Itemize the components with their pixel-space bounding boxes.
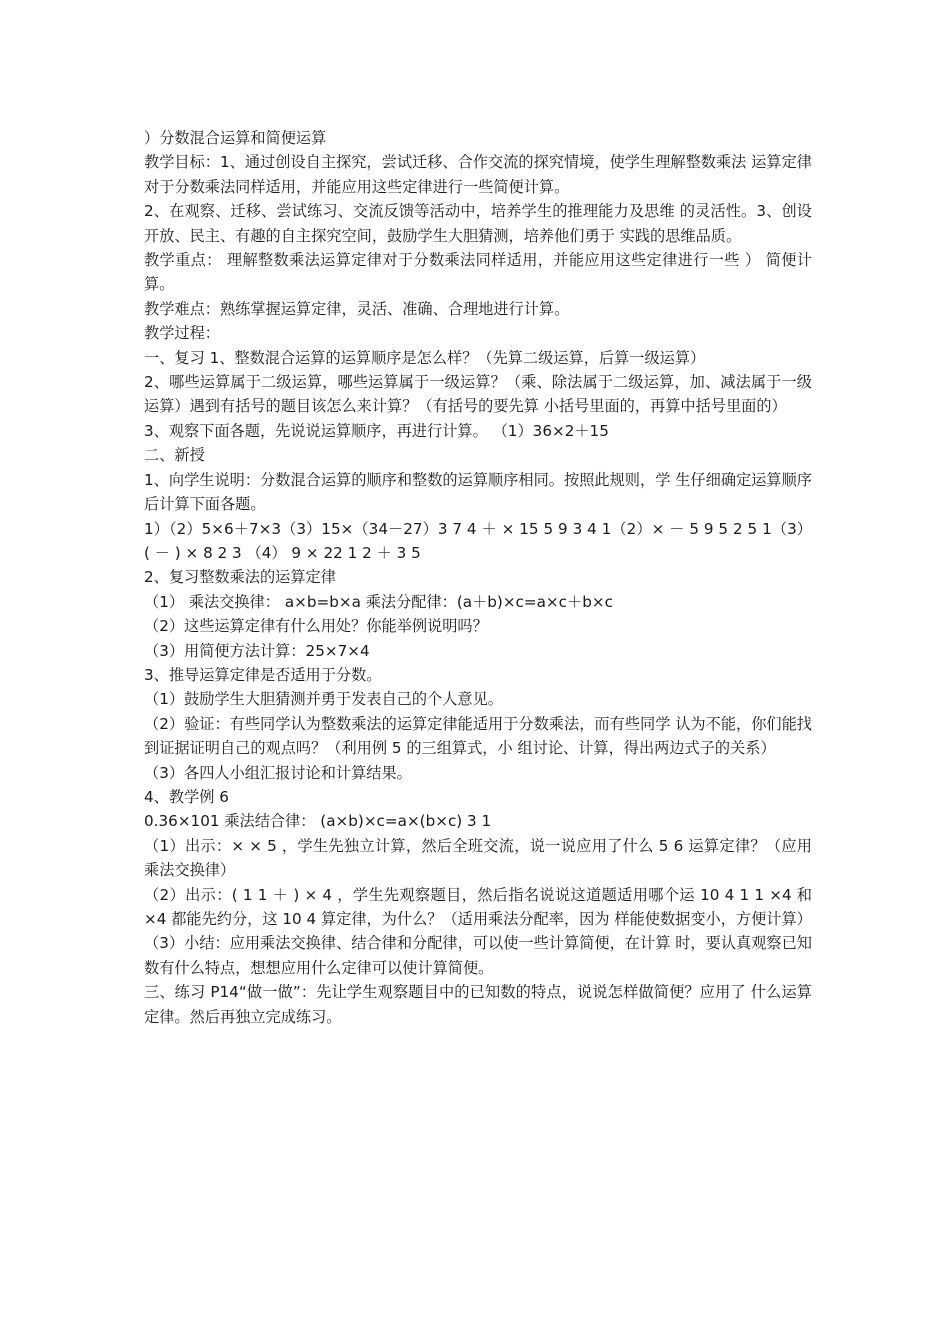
paragraph-review-laws: 2、复习整数乘法的运算定律 xyxy=(144,568,336,587)
document-title: ）分数混合运算和简便运算 xyxy=(144,129,327,147)
paragraph-laws-2: （2）这些运算定律有什么用处？你能举例说明吗？ xyxy=(144,617,488,636)
paragraph-review-3: 3、观察下面各题，先说说运算顺序，再进行计算。 （1）36×2＋15 xyxy=(144,421,609,440)
paragraph-derive-3: （3）各四人小组汇报讨论和计算结果。 xyxy=(144,763,412,782)
document-body xyxy=(144,126,812,1029)
paragraph-review-2: 2、哪些运算属于二级运算，哪些运算属于一级运算？（乘、除法属于二级运算，加、减法属于一级运算）遇到有括号的题目该怎么来计算？（有括号的要先算 小括号里面的，再算中括号里面的） xyxy=(144,373,812,416)
paragraph-practice: 三、练习 P14“做一做”：先让学生观察题目中的已知数的特点，说说怎样做简便？应用了 什么运算定律。然后再独立完成练习。 xyxy=(144,983,812,1026)
paragraph-teaching-goal-1: 教学目标：1、通过创设自主探究，尝试迁移、合作交流的探究情境，使学生理解整数乘法 运算定律对于分数乘法同样适用，并能应用这些定律进行一些简便计算。 xyxy=(144,153,812,196)
paragraph-laws-1: （1） 乘法交换律： a×b=b×a 乘法分配律：(a＋b)×c=a×c＋b×c xyxy=(144,592,613,611)
paragraph-derive-2: （2）验证：有些同学认为整数乘法的运算定律能适用于分数乘法，而有些同学 认为不能，你们能找到证据证明自己的观点吗？（利用例 5 的三组算式，小 组讨论、计算，得出两边式子的关系） xyxy=(144,714,812,758)
paragraph-teaching-difficulty: 教学难点：熟练掌握运算定律，灵活、准确、合理地进行计算。 xyxy=(144,299,570,318)
paragraph-derive-1: （1）鼓励学生大胆猜测并勇于发表自己的个人意见。 xyxy=(144,690,503,709)
paragraph-exercises-expressions: 1）（2）5×6＋7×3（3）15×（34－27）3 7 4 ＋ × 15 5 9 3 4 1（2）× － 5 9 5 2 5 1（3）( － ) × 8 2 3 （4） 9 × 22 1 2 ＋ 3 5 xyxy=(144,519,812,562)
paragraph-associative-law: 0.36×101 乘法结合律： (a×b)×c=a×(b×c) 3 1 xyxy=(144,812,492,831)
paragraph-summary: （3）小结：应用乘法交换律、结合律和分配律，可以使一些计算简便，在计算 时，要认真观察已知数有什么特点，想想应用什么定律可以使计算简便。 xyxy=(144,934,812,977)
paragraph-review-1: 一、复习 1、整数混合运算的运算顺序是怎么样？（先算二级运算，后算一级运算） xyxy=(144,348,706,367)
paragraph-teaching-focus: 教学重点： 理解整数乘法运算定律对于分数乘法同样适用，并能应用这些定律进行一些 ） 简便计算。 xyxy=(144,251,812,294)
paragraph-new-lesson-1: 1、向学生说明：分数混合运算的顺序和整数的运算顺序相同。按照此规则，学 生仔细确定运算顺序后计算下面各题。 xyxy=(144,470,812,514)
paragraph-derive-laws: 3、推导运算定律是否适用于分数。 xyxy=(144,665,382,684)
paragraph-example-step-2: （2）出示：( 1 1 ＋ ) × 4 ，学生先观察题目，然后指名说说这道题适用哪个运 10 4 1 1 ×4 和 ×4 都能先约分，这 10 4 算定律，为什么？（适用乘法分配率，因为 样能使数据变小，方便计算） xyxy=(144,885,812,928)
paragraph-laws-3: （3）用简便方法计算：25×7×4 xyxy=(144,641,370,660)
paragraph-new-lesson-heading: 二、新授 xyxy=(144,446,205,465)
paragraph-process-heading: 教学过程： xyxy=(144,324,220,343)
paragraph-example-step-1: （1）出示：× × 5 ，学生先独立计算，然后全班交流，说一说应用了什么 5 6 运算定律？（应用乘法交换律） xyxy=(144,836,812,880)
paragraph-example-6: 4、教学例 6 xyxy=(144,787,229,806)
paragraph-teaching-goal-2: 2、在观察、迁移、尝试练习、交流反馈等活动中，培养学生的推理能力及思维 的灵活性。3、创设开放、民主、有趣的自主探究空间，鼓励学生大胆猜测，培养他们勇于 实践的思维品质。 xyxy=(144,202,812,245)
